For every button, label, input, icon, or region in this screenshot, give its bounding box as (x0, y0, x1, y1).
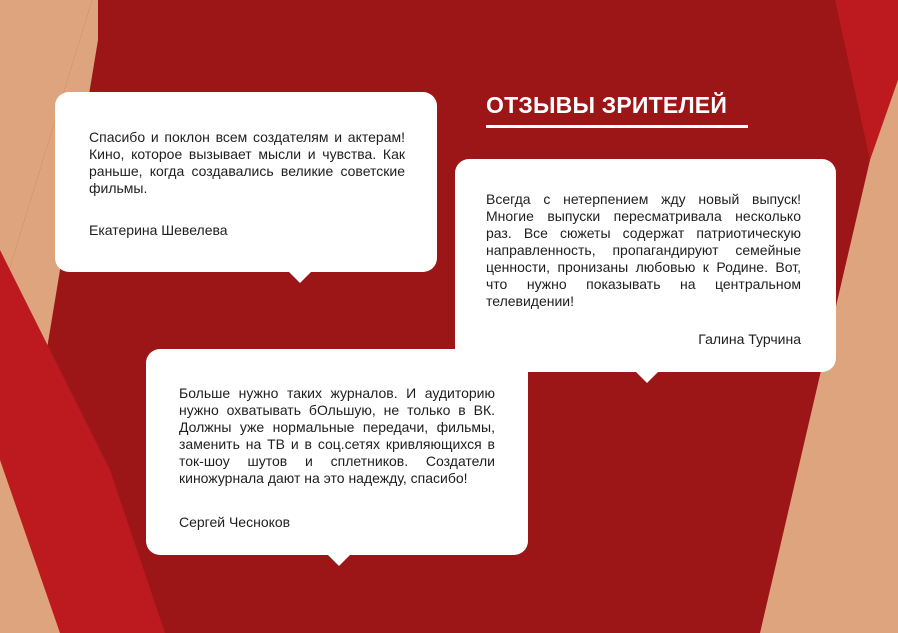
review-text: Всегда с нетерпением жду новый выпуск! Многие выпуски пересматривала несколько раз. Все сюжеты содержат патриотическую направленность, пропагандируют семейные ценности, пронизаны любовью к Родине. Вот, что нужно показывать на центральном телевидении! (486, 191, 801, 309)
review-author: Екатерина Шевелева (89, 222, 228, 238)
page-title: ОТЗЫВЫ ЗРИТЕЛЕЙ (486, 92, 728, 118)
review-text: Спасибо и поклон всем создателям и актерам! Кино, которое вызывает мысли и чувства. Как раньше, когда создавались великие советские фильмы. (89, 129, 405, 196)
review-card-1 (55, 92, 437, 272)
review-card-2 (455, 159, 836, 372)
title-underline (486, 125, 748, 128)
review-text: Больше нужно таких журналов. И аудиторию нужно охватывать бОльшую, не только в ВК. Должны уже нормальные передачи, фильмы, заменить на ТВ и в соц.сетях кривляющихся в ток-шоу шутов и сплетников. Создатели киножурнала дают на это надежду, спасибо! (179, 385, 495, 486)
review-author: Сергей Чесноков (179, 514, 291, 530)
review-card-3 (146, 349, 528, 555)
review-author: Галина Турчина (698, 331, 801, 347)
